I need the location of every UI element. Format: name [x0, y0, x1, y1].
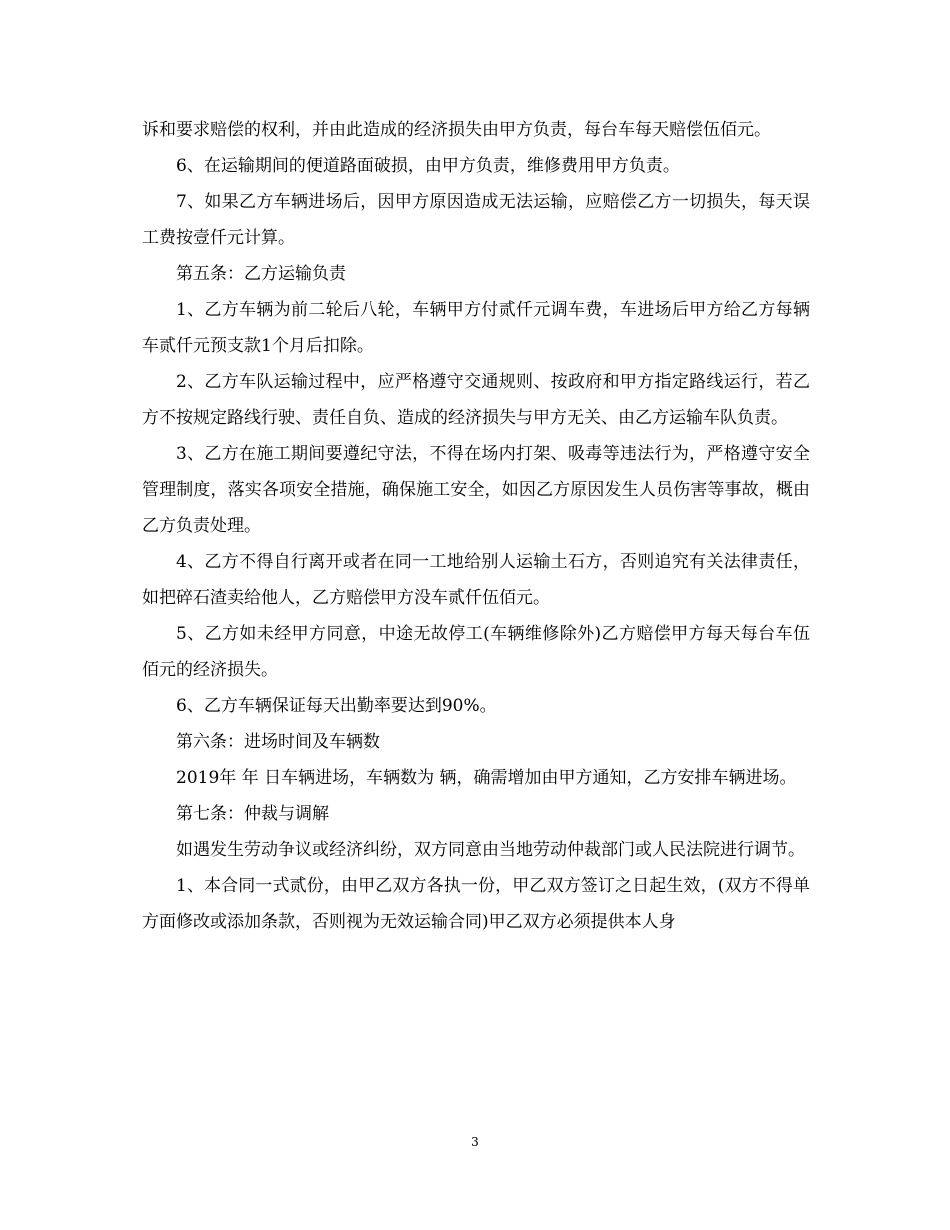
paragraph: 4、乙方不得自行离开或者在同一工地给别人运输土石方，否则追究有关法律责任，如把碎石渣卖给他人，乙方赔偿甲方没车贰仟伍佰元。: [142, 552, 810, 608]
paragraph: 2019年 年 日车辆进场，车辆数为 辆，确需增加由甲方通知，乙方安排车辆进场。: [176, 768, 797, 788]
section-heading: 第六条：进场时间及车辆数: [176, 732, 380, 752]
paragraph: 7、如果乙方车辆进场后，因甲方原因造成无法运输，应赔偿乙方一切损失，每天误工费按壹仟元计算。: [142, 192, 810, 248]
paragraph: 如遇发生劳动争议或经济纠纷，双方同意由当地劳动仲裁部门或人民法院进行调节。: [176, 840, 805, 860]
paragraph: 1、本合同一式贰份，由甲乙双方各执一份，甲乙双方签订之日起生效，(双方不得单方面修改或添加条款，否则视为无效运输合同)甲乙双方必须提供本人身: [142, 876, 810, 932]
paragraph: 5、乙方如未经甲方同意，中途无故停工(车辆维修除外)乙方赔偿甲方每天每台车伍佰元的经济损失。: [142, 624, 810, 680]
paragraph: 6、乙方车辆保证每天出勤率要达到90%。: [176, 696, 497, 716]
document-body: [142, 112, 810, 940]
paragraph: 6、在运输期间的便道路面破损，由甲方负责，维修费用甲方负责。: [176, 156, 680, 176]
paragraph: 1、乙方车辆为前二轮后八轮，车辆甲方付贰仟元调车费，车进场后甲方给乙方每辆车贰仟元预支款1个月后扣除。: [142, 300, 810, 356]
paragraph: 诉和要求赔偿的权利，并由此造成的经济损失由甲方负责，每台车每天赔偿伍佰元。: [142, 120, 771, 140]
paragraph: 2、乙方车队运输过程中，应严格遵守交通规则、按政府和甲方指定路线运行，若乙方不按规定路线行驶、责任自负、造成的经济损失与甲方无关、由乙方运输车队负责。: [142, 372, 810, 428]
section-heading: 第七条：仲裁与调解: [176, 804, 329, 824]
page-number: 3: [471, 1135, 479, 1149]
paragraph: 3、乙方在施工期间要遵纪守法，不得在场内打架、吸毒等违法行为，严格遵守安全管理制度，落实各项安全措施，确保施工安全，如因乙方原因发生人员伤害等事故，概由乙方负责处理。: [142, 444, 810, 536]
section-heading: 第五条：乙方运输负责: [176, 264, 346, 284]
